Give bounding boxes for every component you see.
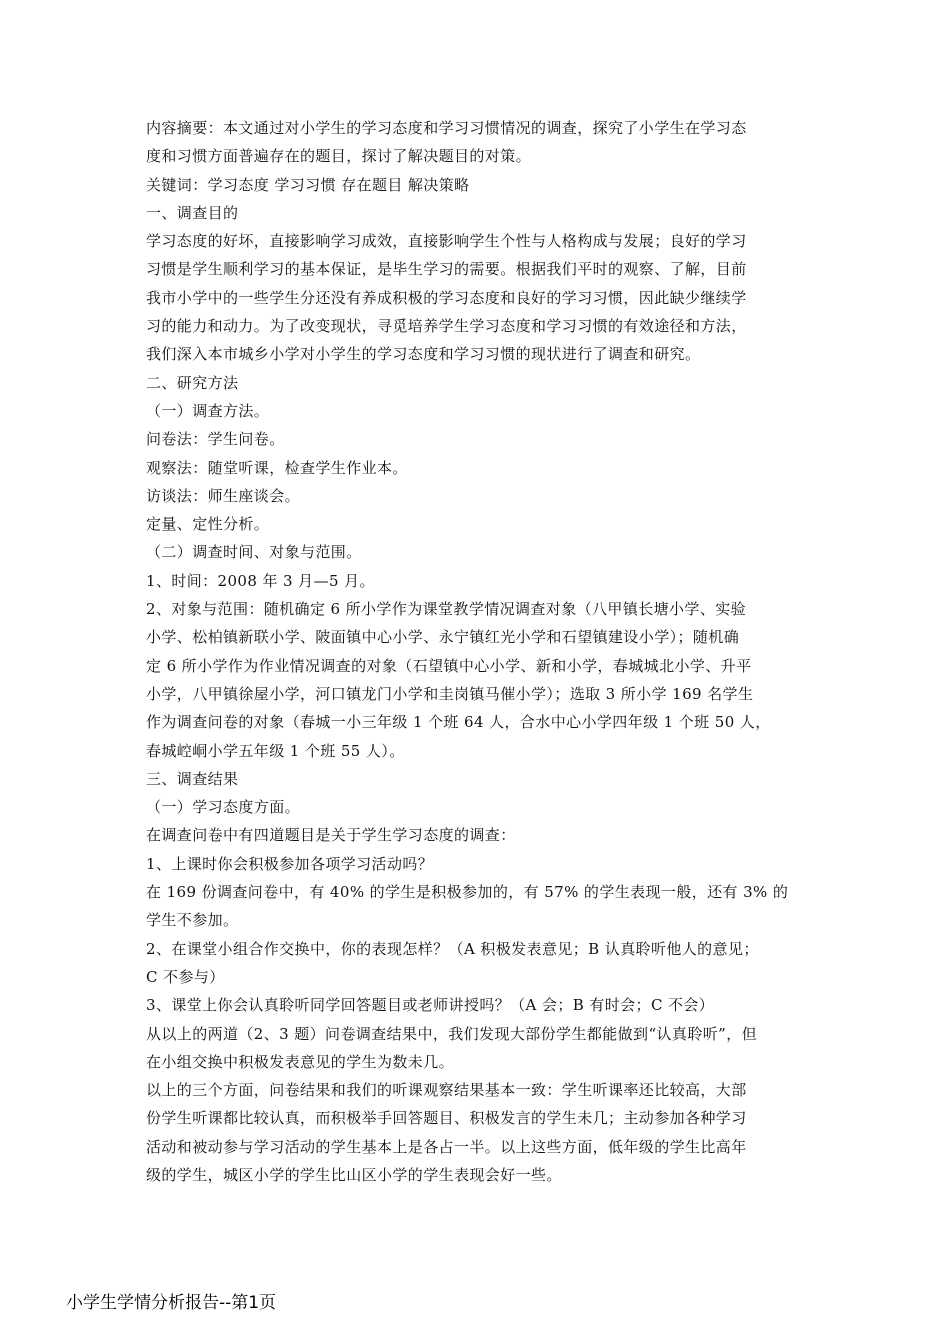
paragraph-line: 活动和被动参与学习活动的学生基本上是各占一半。以上这些方面，低年级的学生比高年 — [146, 1137, 747, 1156]
paragraph-line: 2、对象与范围：随机确定 6 所小学作为课堂教学情况调查对象（八甲镇长塘小学、实验 — [146, 600, 747, 619]
page-footer: 小学生学情分析报告--第1页 — [66, 1293, 277, 1313]
paragraph-line: 习惯是学生顺利学习的基本保证，是毕生学习的需要。根据我们平时的观察、了解，目前 — [146, 260, 747, 279]
subsection-heading: （一）调查方法。 — [146, 401, 270, 420]
paragraph-line: 在调查问卷中有四道题目是关于学生学习态度的调查： — [146, 826, 516, 845]
question-line: 2、在课堂小组合作交换中，你的表现怎样？（A 积极发表意见；B 认真聆听他人的意见； — [146, 939, 759, 958]
paragraph-line: 在 169 份调查问卷中，有 40% 的学生是积极参加的，有 57% 的学生表现一般，还有 3% 的 — [146, 883, 789, 902]
paragraph-line: 从以上的两道（2、3 题）问卷调查结果中，我们发现大部份学生都能做到“认真聆听”，但 — [146, 1024, 757, 1043]
abstract-line: 度和习惯方面普遍存在的题目，探讨了解决题目的对策。 — [146, 147, 532, 166]
abstract-line: 内容摘要：本文通过对小学生的学习态度和学习习惯情况的调查，探究了小学生在学习态 — [146, 119, 747, 137]
question-line: 1、上课时你会积极参加各项学习活动吗？ — [146, 854, 434, 873]
paragraph-line: 级的学生，城区小学的学生比山区小学的学生表现会好一些。 — [146, 1165, 562, 1184]
paragraph-line: 学生不参加。 — [146, 911, 239, 930]
paragraph-line: 访谈法：师生座谈会。 — [146, 486, 301, 505]
section-heading: 一、调查目的 — [146, 203, 239, 222]
question-line: 3、课堂上你会认真聆听同学回答题目或老师讲授吗？（A 会；B 有时会；C 不会） — [146, 996, 715, 1015]
paragraph-line: 作为调查问卷的对象（春城一小三年级 1 个班 64 人，合水中心小学四年级 1 个班 50 人， — [146, 713, 771, 732]
paragraph-line: 问卷法：学生问卷。 — [146, 430, 285, 449]
section-heading: 二、研究方法 — [146, 373, 239, 392]
paragraph-line: 春城崆峒小学五年级 1 个班 55 人）。 — [146, 741, 405, 760]
paragraph-line: 在小组交换中积极发表意见的学生为数未几。 — [146, 1052, 455, 1071]
paragraph-line: 学习态度的好坏，直接影响学习成效，直接影响学生个性与人格构成与发展；良好的学习 — [146, 232, 747, 251]
paragraph-line: 定量、定性分析。 — [146, 515, 270, 534]
subsection-heading: （一）学习态度方面。 — [146, 798, 301, 817]
paragraph-line: 我市小学中的一些学生分还没有养成积极的学习态度和良好的学习习惯，因此缺少继续学 — [146, 288, 747, 307]
subsection-heading: （二）调查时间、对象与范围。 — [146, 543, 362, 562]
paragraph-line: 小学，八甲镇徐屋小学，河口镇龙门小学和圭岗镇马催小学）；选取 3 所小学 169 名学生 — [146, 684, 754, 703]
document-body — [146, 114, 811, 1189]
paragraph-line: 小学、松柏镇新联小学、陂面镇中心小学、永宁镇红光小学和石望镇建设小学）；随机确 — [146, 628, 740, 647]
paragraph-line: 观察法：随堂听课，检查学生作业本。 — [146, 458, 408, 477]
paragraph-line: 我们深入本市城乡小学对小学生的学习态度和学习习惯的现状进行了调查和研究。 — [146, 345, 701, 364]
paragraph-line: 定 6 所小学作为作业情况调查的对象（石望镇中心小学、新和小学，春城城北小学、升平 — [146, 656, 752, 675]
keywords-line: 关键词：学习态度 学习习惯 存在题目 解决策略 — [146, 175, 470, 194]
question-line: C 不参与） — [146, 967, 225, 986]
paragraph-line: 1、时间：2008 年 3 月—5 月。 — [146, 571, 375, 590]
section-heading: 三、调查结果 — [146, 769, 239, 788]
paragraph-line: 以上的三个方面，问卷结果和我们的听课观察结果基本一致：学生听课率还比较高，大部 — [146, 1081, 747, 1100]
paragraph-line: 份学生听课都比较认真，而积极举手回答题目、积极发言的学生未几；主动参加各种学习 — [146, 1109, 747, 1128]
paragraph-line: 习的能力和动力。为了改变现状，寻觅培养学生学习态度和学习习惯的有效途径和方法， — [146, 317, 747, 336]
